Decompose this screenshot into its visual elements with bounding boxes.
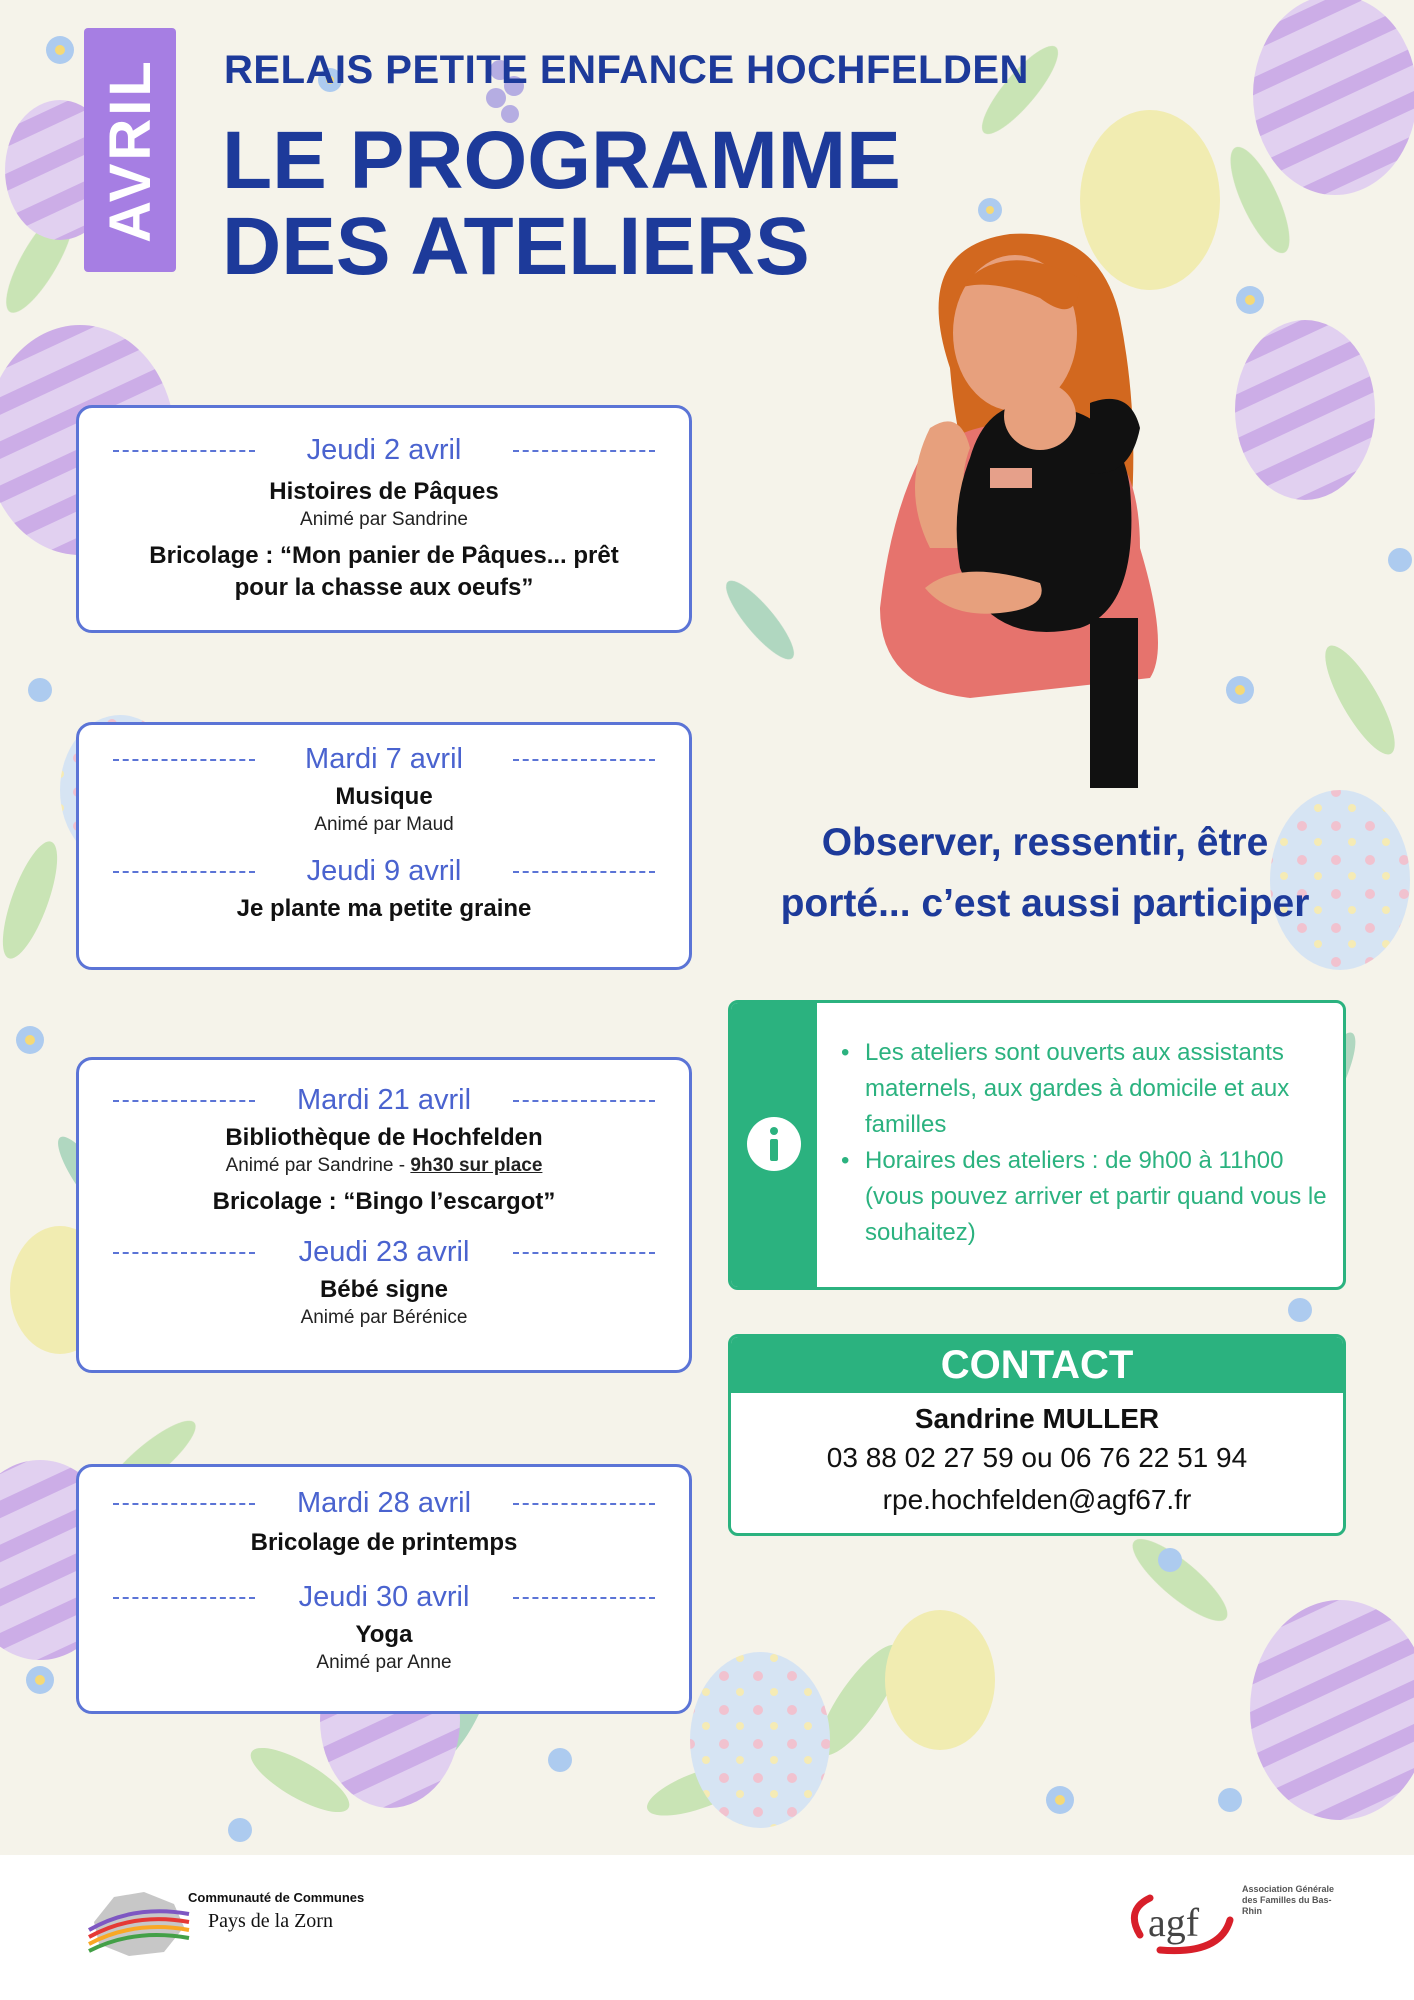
- day-date: Jeudi 2 avril: [306, 434, 462, 466]
- contact-name: Sandrine MULLER: [914, 1403, 1160, 1434]
- day-header: [79, 1080, 689, 1120]
- cc-line-1: Communauté de Communes: [188, 1890, 365, 1905]
- activity-extra: Bricolage : “Mon panier de Pâques... prêt: [149, 542, 619, 569]
- agf-logo-mark: [1120, 1880, 1240, 1964]
- agf-logo: [1120, 1880, 1350, 1964]
- schedule-card-1: [76, 405, 692, 633]
- day-header: [79, 851, 689, 891]
- activity-title: Bricolage de printemps: [250, 1529, 518, 1556]
- activity-host: Animé par Sandrine: [300, 509, 468, 530]
- day-date: Mardi 28 avril: [296, 1487, 472, 1519]
- activity-title: Bibliothèque de Hochfelden: [225, 1124, 543, 1151]
- contact-phones: 03 88 02 27 59 ou 06 76 22 51 94: [826, 1442, 1248, 1473]
- footer: [0, 1855, 1414, 2000]
- contact-heading: CONTACT: [731, 1337, 1343, 1393]
- day-date: Jeudi 9 avril: [306, 855, 462, 887]
- contact-box: [728, 1334, 1346, 1536]
- info-box: [728, 1000, 1346, 1290]
- activity-title: Je plante ma petite graine: [236, 895, 532, 922]
- activity-title: Bébé signe: [319, 1276, 449, 1303]
- activity-title: Musique: [335, 783, 433, 810]
- activity-title: Histoires de Pâques: [269, 478, 499, 505]
- time-note: 9h30 sur place: [410, 1155, 543, 1176]
- day-header: [79, 430, 689, 470]
- organisation-subtitle: RELAIS PETITE ENFANCE HOCHFELDEN: [224, 48, 1029, 92]
- month-banner: [84, 28, 176, 272]
- activity-host: [79, 1154, 689, 1178]
- activity-extra: Bricolage : “Bingo l’escargot”: [212, 1188, 556, 1215]
- info-item: • Les ateliers sont ouverts aux assistants maternels, aux gardes à domicile et aux familles: [835, 1035, 1329, 1143]
- day-date: Mardi 7 avril: [305, 743, 463, 775]
- title-line-2: DES ATELIERS: [222, 201, 810, 292]
- activity-extra: pour la chasse aux oeufs”: [234, 574, 534, 601]
- cc-pays-de-la-zorn-logo: [80, 1880, 400, 1960]
- map-logo-icon: [84, 1882, 194, 1962]
- agf-logo-text: agf: [1148, 1900, 1200, 1945]
- info-item: • Horaires des ateliers : de 9h00 à 11h00 (vous pouvez arriver et partir quand vous le souhaitez): [835, 1143, 1329, 1251]
- mother-baby-illustration: [840, 228, 1240, 788]
- host-name: Animé par Sandrine -: [225, 1155, 411, 1176]
- schedule-card-2: [76, 722, 692, 970]
- day-date: Jeudi 30 avril: [298, 1581, 470, 1613]
- activity-title: Yoga: [355, 1621, 413, 1648]
- agf-full-name: Association Générale des Familles du Bas-Rhin: [1242, 1884, 1335, 1916]
- day-header: [79, 739, 689, 779]
- activity-host: Animé par Bérénice: [300, 1307, 468, 1328]
- day-header: [79, 1577, 689, 1617]
- schedule-card-3: [76, 1057, 692, 1373]
- info-list: [835, 1035, 1329, 1251]
- tagline-line-2: porté... c’est aussi participer: [780, 882, 1310, 925]
- title-line-1: LE PROGRAMME: [222, 115, 901, 206]
- day-header: [79, 1483, 689, 1523]
- schedule-card-4: [76, 1464, 692, 1714]
- info-icon: [747, 1117, 801, 1171]
- contact-email[interactable]: rpe.hochfelden@agf67.fr: [882, 1484, 1192, 1515]
- tagline-line-1: Observer, ressentir, être: [821, 821, 1269, 864]
- day-date: Mardi 21 avril: [296, 1084, 472, 1116]
- day-date: Jeudi 23 avril: [298, 1236, 470, 1268]
- cc-line-2: Pays de la Zorn: [208, 1910, 333, 1932]
- page-title: [222, 115, 901, 292]
- day-header: [79, 1232, 689, 1272]
- month-label: AVRIL: [97, 57, 163, 243]
- activity-host: Animé par Maud: [314, 814, 454, 835]
- info-sidebar: [731, 1003, 817, 1287]
- tagline: [720, 812, 1370, 934]
- activity-host: Animé par Anne: [316, 1652, 452, 1673]
